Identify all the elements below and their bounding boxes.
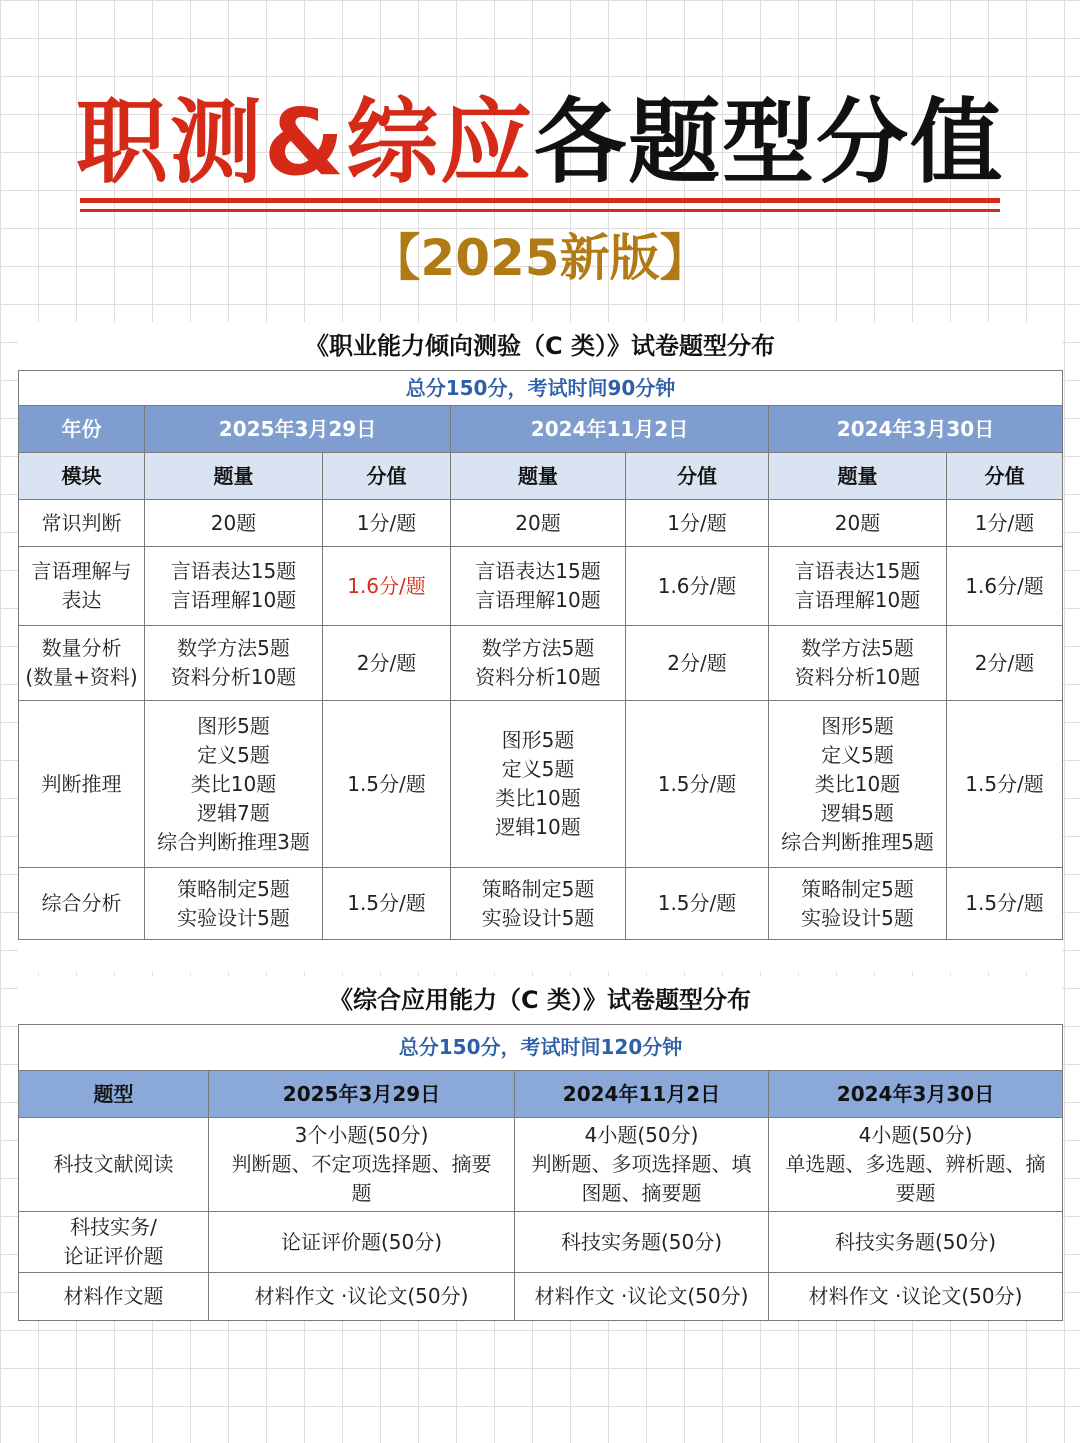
count-cell: 图形5题 定义5题 类比10题 逻辑5题 综合判断推理5题 bbox=[769, 701, 947, 868]
value-cell: 论证评价题(50分) bbox=[209, 1212, 515, 1273]
score-label: 分值 bbox=[947, 453, 1063, 500]
module-cell: 综合分析 bbox=[19, 868, 145, 940]
table-row bbox=[19, 626, 1063, 701]
table-row bbox=[19, 701, 1063, 868]
table1-subheader-row bbox=[19, 453, 1063, 500]
score-cell: 1.5分/题 bbox=[323, 701, 451, 868]
type-label: 题型 bbox=[19, 1071, 209, 1118]
table1-summary: 总分150分，考试时间90分钟 bbox=[19, 371, 1063, 406]
table2-summary: 总分150分，考试时间120分钟 bbox=[19, 1025, 1063, 1071]
table1-panel bbox=[18, 322, 1062, 972]
type-cell: 科技实务/ 论证评价题 bbox=[19, 1212, 209, 1273]
date-header: 2024年11月2日 bbox=[451, 406, 769, 453]
count-cell: 数学方法5题 资料分析10题 bbox=[769, 626, 947, 701]
type-cell: 科技文献阅读 bbox=[19, 1118, 209, 1212]
score-label: 分值 bbox=[626, 453, 769, 500]
table2 bbox=[18, 1024, 1063, 1321]
count-cell: 策略制定5题 实验设计5题 bbox=[145, 868, 323, 940]
page-title-red: 职测&综应 bbox=[75, 89, 535, 196]
score-cell: 1.5分/题 bbox=[947, 868, 1063, 940]
score-cell: 1.5分/题 bbox=[947, 701, 1063, 868]
value-cell: 科技实务题(50分) bbox=[769, 1212, 1063, 1273]
module-cell: 判断推理 bbox=[19, 701, 145, 868]
table-row bbox=[19, 1212, 1063, 1273]
year-label: 年份 bbox=[19, 406, 145, 453]
count-label: 题量 bbox=[145, 453, 323, 500]
table-row bbox=[19, 868, 1063, 940]
count-cell: 策略制定5题 实验设计5题 bbox=[769, 868, 947, 940]
table1 bbox=[18, 370, 1063, 940]
count-cell: 数学方法5题 资料分析10题 bbox=[451, 626, 626, 701]
count-cell: 策略制定5题 实验设计5题 bbox=[451, 868, 626, 940]
score-label: 分值 bbox=[323, 453, 451, 500]
score-cell: 1分/题 bbox=[626, 500, 769, 547]
score-cell: 1分/题 bbox=[947, 500, 1063, 547]
value-cell: 4小题(50分) 判断题、多项选择题、填 图题、摘要题 bbox=[515, 1118, 769, 1212]
table1-title: 《职业能力倾向测验（C 类）》试卷题型分布 bbox=[305, 332, 775, 360]
count-cell: 图形5题 定义5题 类比10题 逻辑10题 bbox=[451, 701, 626, 868]
score-cell: 1.5分/题 bbox=[323, 868, 451, 940]
score-cell: 2分/题 bbox=[323, 626, 451, 701]
value-cell: 3个小题(50分) 判断题、不定项选择题、摘要 题 bbox=[209, 1118, 515, 1212]
edition-label: 【2025新版】 bbox=[370, 229, 710, 287]
module-cell: 言语理解与 表达 bbox=[19, 547, 145, 626]
count-cell: 20题 bbox=[451, 500, 626, 547]
module-label: 模块 bbox=[19, 453, 145, 500]
table-row bbox=[19, 547, 1063, 626]
score-cell: 2分/题 bbox=[626, 626, 769, 701]
module-cell: 数量分析 (数量+资料) bbox=[19, 626, 145, 701]
table1-summary-row bbox=[19, 371, 1063, 406]
value-cell: 材料作文 ·议论文(50分) bbox=[515, 1273, 769, 1321]
table1-date-header-row bbox=[19, 406, 1063, 453]
date-header: 2025年3月29日 bbox=[145, 406, 451, 453]
count-cell: 言语表达15题 言语理解10题 bbox=[769, 547, 947, 626]
date-header: 2025年3月29日 bbox=[209, 1071, 515, 1118]
page-title bbox=[0, 88, 1080, 198]
value-cell: 4小题(50分) 单选题、多选题、辨析题、摘 要题 bbox=[769, 1118, 1063, 1212]
date-header: 2024年3月30日 bbox=[769, 406, 1063, 453]
date-header: 2024年11月2日 bbox=[515, 1071, 769, 1118]
table2-summary-row bbox=[19, 1025, 1063, 1071]
score-cell: 1.5分/题 bbox=[626, 868, 769, 940]
score-cell-highlight: 1.6分/题 bbox=[323, 547, 451, 626]
score-cell: 2分/题 bbox=[947, 626, 1063, 701]
count-cell: 言语表达15题 言语理解10题 bbox=[145, 547, 323, 626]
count-cell: 20题 bbox=[769, 500, 947, 547]
table-row bbox=[19, 1273, 1063, 1321]
value-cell: 材料作文 ·议论文(50分) bbox=[769, 1273, 1063, 1321]
count-cell: 言语表达15题 言语理解10题 bbox=[451, 547, 626, 626]
score-cell: 1.6分/题 bbox=[626, 547, 769, 626]
table-row bbox=[19, 500, 1063, 547]
type-cell: 材料作文题 bbox=[19, 1273, 209, 1321]
date-header: 2024年3月30日 bbox=[769, 1071, 1063, 1118]
value-cell: 材料作文 ·议论文(50分) bbox=[209, 1273, 515, 1321]
table-row bbox=[19, 1118, 1063, 1212]
count-label: 题量 bbox=[451, 453, 626, 500]
title-underline-thick bbox=[80, 198, 1000, 203]
score-cell: 1分/题 bbox=[323, 500, 451, 547]
score-cell: 1.6分/题 bbox=[947, 547, 1063, 626]
score-cell: 1.5分/题 bbox=[626, 701, 769, 868]
count-cell: 数学方法5题 资料分析10题 bbox=[145, 626, 323, 701]
table2-title: 《综合应用能力（C 类）》试卷题型分布 bbox=[329, 986, 751, 1014]
table2-panel bbox=[18, 976, 1062, 1321]
module-cell: 常识判断 bbox=[19, 500, 145, 547]
value-cell: 科技实务题(50分) bbox=[515, 1212, 769, 1273]
count-label: 题量 bbox=[769, 453, 947, 500]
page-title-black: 各题型分值 bbox=[534, 89, 1005, 196]
title-underline-thin bbox=[80, 209, 1000, 212]
count-cell: 图形5题 定义5题 类比10题 逻辑7题 综合判断推理3题 bbox=[145, 701, 323, 868]
count-cell: 20题 bbox=[145, 500, 323, 547]
table2-header-row bbox=[19, 1071, 1063, 1118]
